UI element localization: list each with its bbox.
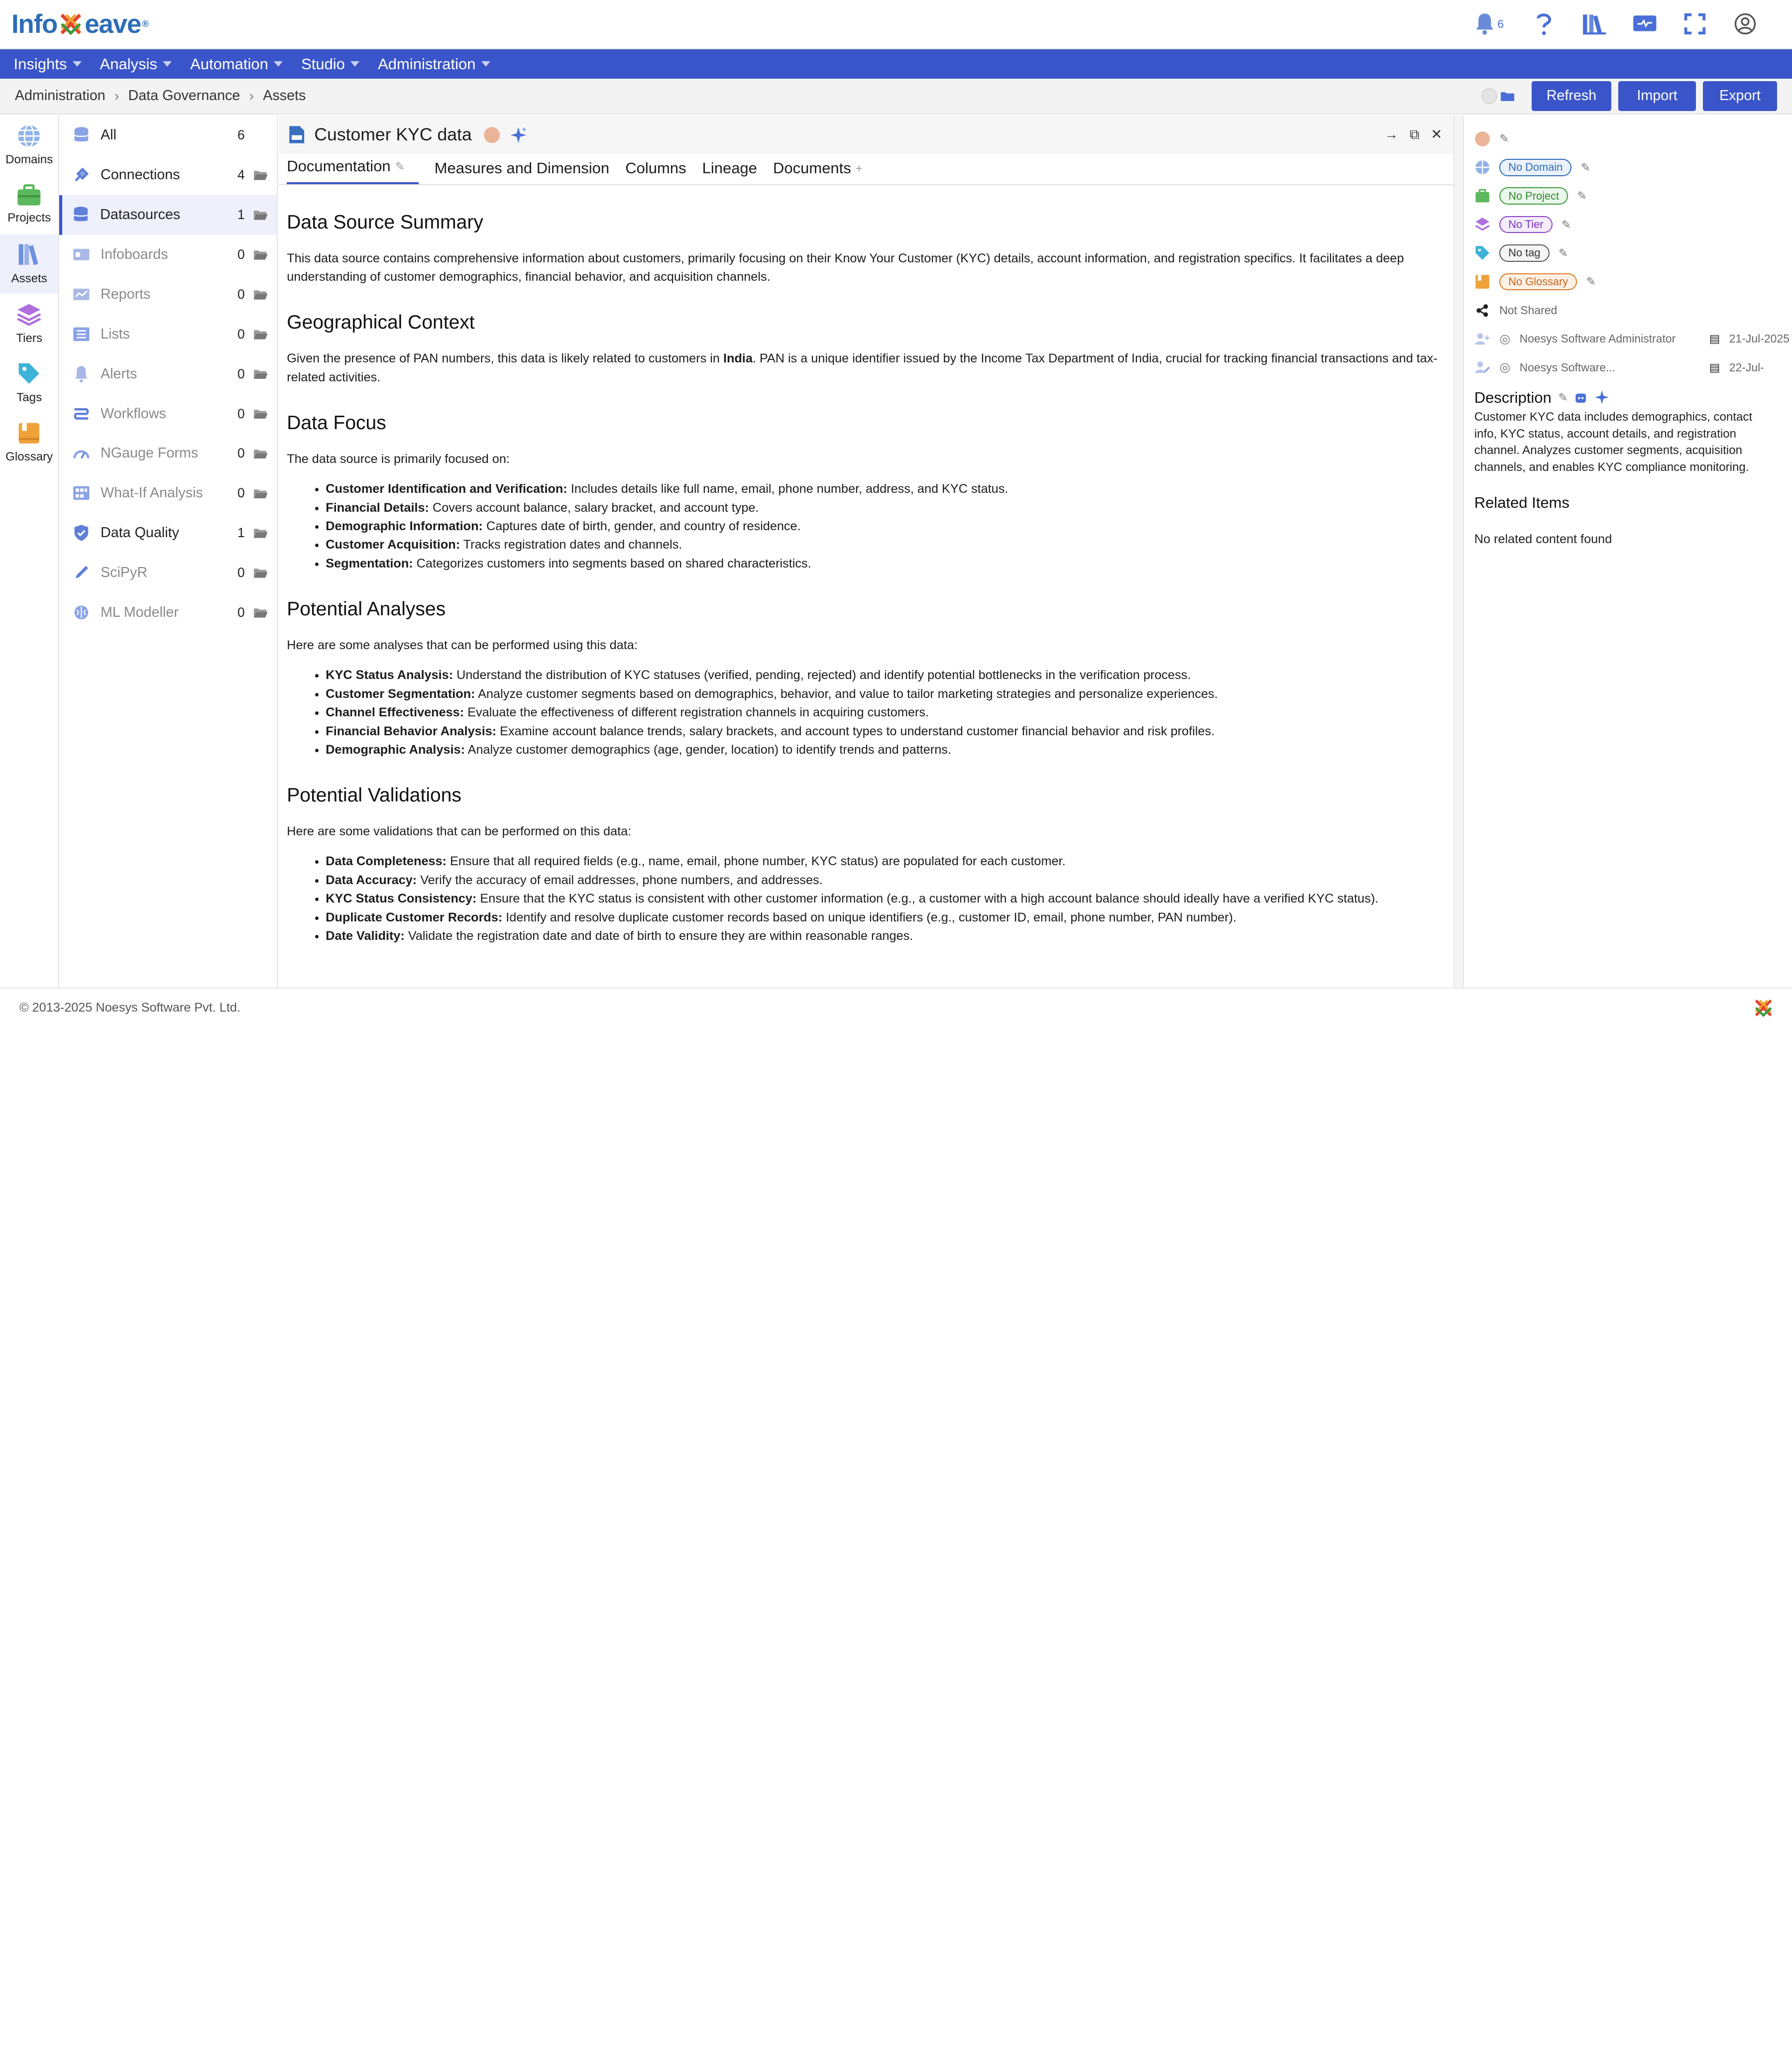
footer (0, 988, 1792, 1028)
asset-type-count: 0 (237, 286, 245, 302)
menu-label: Insights (13, 55, 67, 73)
asset-type-label: What-If Analysis (101, 485, 203, 501)
logo-text-left: Info (11, 9, 58, 39)
library-icon[interactable] (1582, 11, 1607, 37)
asset-type-count: 0 (237, 366, 245, 381)
asset-type-workflows[interactable] (59, 394, 277, 434)
tag-row (1474, 239, 1792, 267)
asset-type-alerts[interactable] (59, 354, 277, 394)
rail-item-domains[interactable] (0, 115, 58, 175)
asset-type-lists[interactable] (59, 314, 277, 354)
menu-insights[interactable] (14, 55, 82, 73)
rail-label: Tags (16, 390, 42, 404)
calendar-icon: ▤ (1709, 332, 1720, 345)
project-row (1474, 182, 1792, 210)
edit-pencil-icon[interactable]: ✎ (1577, 189, 1587, 203)
glossary-icon (16, 421, 42, 446)
asset-properties-panel (1465, 115, 1792, 988)
menu-label: Studio (301, 55, 345, 73)
tab-label: Documents (773, 159, 851, 177)
section-heading: Potential Validations (287, 784, 461, 806)
emphasis-text: India (723, 351, 753, 366)
status-row (1474, 124, 1792, 153)
sharing-status: Not Shared (1499, 303, 1558, 317)
logo-weave-icon (58, 11, 84, 37)
asset-type-label: Connections (101, 167, 180, 183)
asset-type-label: ML Modeller (101, 604, 179, 620)
tag-icon (16, 361, 42, 386)
modified-by: Noesys Software... (1519, 360, 1616, 374)
rail-item-glossary[interactable] (0, 413, 58, 472)
asset-tabs (279, 154, 1454, 185)
list-item-term: Date Validity: (326, 929, 405, 943)
folder-open-icon[interactable] (254, 170, 268, 180)
notification-count: 6 (1497, 17, 1504, 30)
section-paragraph: Here are some validations that can be performed on this data: (287, 824, 632, 839)
bot-icon[interactable] (1574, 391, 1587, 404)
list-item-term: Customer Identification and Verification: (326, 482, 567, 496)
tab-lineage[interactable] (702, 159, 757, 184)
tag-icon (1474, 245, 1490, 261)
list-item-term: Customer Acquisition: (326, 538, 460, 552)
menu-administration[interactable] (378, 55, 490, 73)
breadcrumb-bar (0, 79, 1792, 114)
briefcase-icon (16, 184, 42, 207)
paragraph-text: . PAN is a unique identifier issued by the Income Tax Department of India, crucial for tracking financial transactions and tax-related activities. (287, 351, 1438, 384)
menu-label: Administration (378, 55, 476, 73)
tab-label: Columns (625, 159, 686, 177)
caret-down-icon (274, 61, 283, 67)
user-circle-icon: ◎ (1499, 360, 1511, 375)
rail-label: Projects (7, 211, 51, 225)
folder-open-icon[interactable] (254, 528, 268, 538)
asset-type-count: 0 (237, 565, 245, 580)
list-item (326, 927, 1446, 945)
asset-type-ml-modeller[interactable] (59, 593, 277, 633)
rail-label: Domains (5, 153, 53, 167)
globe-icon (1474, 159, 1490, 175)
list-item (326, 722, 1446, 741)
status-dot-icon (1474, 131, 1490, 147)
tag-badge[interactable]: No tag (1499, 244, 1549, 262)
section-heading: Potential Analyses (287, 598, 446, 620)
list-item-text: Analyze customer segments based on demographics, behavior, and value to tailor marketing strategies and personalize experiences. (475, 686, 1218, 701)
menu-label: Automation (190, 55, 268, 73)
shield-check-icon (72, 524, 91, 542)
tab-label: Lineage (702, 159, 757, 177)
rail-item-tiers[interactable] (0, 294, 58, 353)
section-heading: Data Source Summary (287, 211, 483, 233)
folder-open-icon[interactable] (254, 607, 268, 618)
list-item-term: KYC Status Analysis: (326, 668, 453, 683)
breadcrumb-administration[interactable]: Administration (14, 88, 106, 104)
caret-down-icon (163, 61, 172, 67)
folder-open-icon[interactable] (254, 210, 268, 220)
globe-icon (16, 123, 42, 149)
chevron-right-icon: › (249, 88, 254, 104)
report-icon (72, 285, 91, 304)
asset-type-label: Workflows (101, 405, 166, 422)
share-icon (1474, 302, 1490, 318)
edit-pencil-icon[interactable]: ✎ (1586, 275, 1596, 288)
monitor-icon[interactable] (1632, 11, 1658, 37)
ai-sparkle-icon[interactable] (509, 126, 528, 144)
tab-columns[interactable] (625, 159, 686, 184)
calendar-icon: ▤ (1709, 360, 1720, 374)
list-item-text: Ensure that all required fields (e.g., name, email, phone number, KYC status) are populated for each customer. (447, 854, 1066, 869)
list-item-text: Evaluate the effectiveness of different registration channels in acquiring customers. (464, 705, 929, 720)
asset-type-ngauge-forms[interactable] (59, 434, 277, 473)
asset-type-count: 0 (237, 485, 245, 501)
list-item (326, 703, 1446, 722)
rail-label: Assets (11, 272, 47, 286)
rail-item-tags[interactable] (0, 353, 58, 412)
plus-icon[interactable]: + (855, 161, 863, 175)
folder-open-icon[interactable] (254, 369, 268, 379)
list-icon (72, 325, 91, 343)
modified-date: 22-Jul- (1729, 360, 1764, 374)
folder-open-icon[interactable] (254, 568, 268, 578)
folder-open-icon[interactable] (254, 289, 268, 300)
folder-open-icon[interactable] (254, 329, 268, 340)
arrow-right-icon[interactable]: → (1384, 126, 1398, 142)
list-item (326, 852, 1446, 871)
user-icon[interactable] (1733, 11, 1758, 37)
list-item-term: Financial Behavior Analysis: (326, 724, 497, 738)
list-item-term: Demographic Information: (326, 519, 483, 534)
brain-icon (72, 603, 91, 622)
tab-label: Documentation (287, 157, 391, 175)
created-row (1474, 325, 1792, 353)
asset-type-label: NGauge Forms (101, 445, 199, 461)
asset-type-reports[interactable] (59, 274, 277, 314)
chevron-right-icon: › (114, 88, 119, 104)
sharing-row (1474, 296, 1792, 325)
caret-down-icon (73, 61, 82, 67)
user-edit-icon (1474, 359, 1490, 375)
folder-icon (1501, 91, 1515, 102)
list-item-text: Analyze customer demographics (age, gender, location) to identify trends and patterns. (465, 743, 951, 757)
section-paragraph: This data source contains comprehensive information about customers, primarily focusing on their Know Your Customer (KYC) details, account information, and registration specifics. It facilitates a deep understanding of customer demographics, financial behavior, and acquisition channels. (287, 251, 1404, 284)
tab-documents[interactable] (773, 159, 862, 184)
top-bar (0, 0, 1792, 49)
section-paragraph: Here are some analyses that can be performed using this data: (287, 638, 638, 652)
glossary-badge[interactable]: No Glossary (1499, 273, 1577, 291)
rail-item-projects[interactable] (0, 175, 58, 234)
asset-type-label: Infoboards (101, 246, 168, 262)
asset-header (279, 115, 1454, 154)
list-item-text: Identify and resolve duplicate customer records based on unique identifiers (e.g., customer ID, email, phone number, PAN number). (502, 910, 1236, 924)
edit-pencil-icon[interactable]: ✎ (1558, 391, 1568, 404)
export-button[interactable]: Export (1703, 81, 1777, 111)
asset-type-data-quality[interactable] (59, 513, 277, 553)
asset-title: Customer KYC data (314, 124, 472, 145)
asset-type-datasources[interactable] (59, 195, 277, 235)
asset-type-label: Lists (101, 326, 130, 342)
list-item-text: Understand the distribution of KYC statuses (verified, pending, rejected) and identify potential bottlenecks in the verification process. (453, 668, 1191, 683)
open-external-icon[interactable]: ⧉ (1409, 126, 1420, 142)
toggle-knob (1481, 88, 1497, 104)
import-button[interactable]: Import (1618, 81, 1696, 111)
refresh-button[interactable]: Refresh (1532, 81, 1612, 111)
edit-pencil-icon[interactable]: ✎ (1499, 132, 1509, 145)
glossary-icon (1474, 274, 1490, 290)
layers-icon (16, 302, 42, 327)
domain-row (1474, 153, 1792, 182)
menu-label: Analysis (100, 55, 157, 73)
menu-studio[interactable] (301, 55, 359, 73)
asset-type-count: 0 (237, 406, 245, 421)
edit-pencil-icon[interactable]: ✎ (1558, 246, 1568, 259)
menu-analysis[interactable] (100, 55, 172, 73)
list-item-text: Examine account balance trends, salary brackets, and account types to understand customer financial behavior and risk profiles. (496, 724, 1215, 738)
asset-type-scipyr[interactable] (59, 553, 277, 593)
panel-resize-handle[interactable] (1454, 115, 1464, 988)
briefcase-icon (1474, 188, 1490, 204)
list-item-term: Segmentation: (326, 556, 413, 571)
list-item (326, 517, 1446, 536)
asset-type-label: Reports (101, 286, 151, 302)
list-item-text: Tracks registration dates and channels. (460, 538, 682, 552)
datasource-icon (72, 206, 90, 224)
tab-documentation[interactable] (287, 157, 418, 184)
calculator-icon (72, 484, 91, 502)
list-item-term: Channel Effectiveness: (326, 705, 464, 720)
related-items-heading: Related Items (1474, 493, 1569, 511)
alert-bell-icon (72, 365, 91, 383)
list-item-text: Captures date of birth, gender, and country of residence. (482, 519, 801, 534)
project-badge[interactable]: No Project (1499, 187, 1568, 205)
csv-file-icon (288, 125, 305, 144)
list-item-term: Financial Details: (326, 500, 429, 515)
list-item (326, 555, 1446, 573)
caret-down-icon (481, 61, 490, 67)
database-stack-icon (72, 126, 91, 144)
workflow-icon (72, 405, 91, 423)
list-item (326, 666, 1446, 685)
breadcrumb-data-governance[interactable]: Data Governance (128, 88, 240, 104)
logo-registered-mark: ® (142, 18, 148, 29)
list-item-term: Data Completeness: (326, 854, 447, 869)
section-paragraph (287, 349, 1446, 387)
user-circle-icon: ◎ (1499, 332, 1511, 346)
list-item-text: Covers account balance, salary bracket, and account type. (429, 500, 759, 515)
section-heading: Geographical Context (287, 312, 475, 334)
glossary-row (1474, 267, 1792, 296)
asset-type-connections[interactable] (59, 155, 277, 195)
layers-icon (1474, 217, 1490, 232)
asset-type-label: SciPyR (101, 565, 148, 581)
asset-type-all[interactable] (59, 115, 277, 155)
section-paragraph: The data source is primarily focused on: (287, 452, 510, 466)
list-item-text: Categorizes customers into segments based on shared characteristics. (413, 556, 811, 571)
tab-label: Measures and Dimension (434, 159, 610, 177)
asset-type-count: 0 (237, 326, 245, 342)
asset-type-count: 1 (237, 207, 245, 223)
gauge-icon (72, 445, 91, 463)
breadcrumb-assets: Assets (263, 88, 306, 104)
books-icon (16, 242, 42, 267)
governance-rail (0, 115, 59, 988)
tab-measures-and-dimension[interactable] (435, 159, 609, 184)
user-add-icon (1474, 331, 1490, 347)
asset-type-label: Alerts (101, 365, 137, 382)
list-item-term: KYC Status Consistency: (326, 892, 477, 906)
folder-open-icon[interactable] (254, 249, 268, 260)
asset-type-count: 1 (237, 525, 245, 541)
asset-type-count: 6 (237, 127, 245, 143)
asset-type-count: 0 (237, 605, 245, 620)
tier-badge[interactable]: No Tier (1499, 216, 1552, 233)
dashboard-icon (72, 245, 91, 264)
list-item (326, 480, 1446, 498)
view-toggle[interactable] (1481, 88, 1516, 104)
list-item-text: Validate the registration date and date of birth to ensure they are within reasonable ranges. (404, 929, 913, 943)
folder-open-icon[interactable] (254, 449, 268, 459)
list-item (326, 909, 1446, 927)
list-item (326, 890, 1446, 908)
close-icon[interactable]: ✕ (1431, 126, 1443, 142)
list-item-text: Verify the accuracy of email addresses, phone numbers, and addresses. (417, 873, 823, 887)
documentation-content (279, 212, 1454, 946)
domain-badge[interactable]: No Domain (1499, 159, 1571, 176)
related-items-empty: No related content found (1474, 532, 1612, 547)
fullscreen-icon[interactable] (1682, 11, 1708, 37)
asset-type-what-if-analysis[interactable] (59, 473, 277, 513)
list-item-term: Customer Segmentation: (326, 686, 475, 701)
main-menu-bar (0, 49, 1792, 79)
list-item-term: Demographic Analysis: (326, 743, 465, 757)
asset-type-count: 4 (237, 167, 245, 183)
folder-open-icon[interactable] (254, 488, 268, 499)
pen-icon (72, 564, 91, 582)
list-item (326, 871, 1446, 890)
status-dot-icon (483, 126, 500, 143)
list-item (326, 685, 1446, 703)
asset-detail-panel (279, 115, 1454, 988)
bell-icon[interactable] (1472, 11, 1506, 37)
description-text: Customer KYC data includes demographics, contact info, KYC status, account details, and registration channel. Analyzes customer segments, acquisition channels, and enables KYC compliance monitoring. (1474, 410, 1753, 474)
bullet-list (326, 852, 1446, 945)
edit-pencil-icon[interactable]: ✎ (1561, 218, 1571, 231)
tier-row (1474, 210, 1792, 238)
list-item (326, 499, 1446, 517)
bullet-list (326, 666, 1446, 759)
copyright-text: © 2013-2025 Noesys Software Pvt. Ltd. (19, 1001, 240, 1015)
asset-type-infoboards[interactable] (59, 235, 277, 275)
pencil-icon[interactable]: ✎ (395, 159, 405, 173)
description-heading: Description (1474, 388, 1552, 406)
list-item-text: Ensure that the KYC status is consistent with other customer information (e.g., a customer with a high account balance should ideally have a verified KYC status). (476, 892, 1379, 906)
paragraph-text: Given the presence of PAN numbers, this data is likely related to customers in (287, 351, 723, 366)
caret-down-icon (350, 61, 359, 67)
list-item (326, 741, 1446, 759)
menu-automation[interactable] (190, 55, 283, 73)
created-date: 21-Jul-2025 (1729, 332, 1790, 345)
edit-pencil-icon[interactable]: ✎ (1580, 160, 1590, 174)
asset-type-label: All (101, 127, 116, 143)
folder-open-icon[interactable] (254, 409, 268, 419)
bullet-list (326, 480, 1446, 573)
asset-type-label: Data Quality (101, 525, 179, 541)
list-item-term: Data Accuracy: (326, 873, 417, 887)
help-icon[interactable] (1532, 11, 1557, 37)
created-by: Noesys Software Administrator (1519, 332, 1676, 345)
infoweave-mark-icon (1753, 998, 1774, 1018)
list-item-term: Duplicate Customer Records: (326, 910, 503, 924)
ai-sparkle-icon[interactable] (1594, 389, 1610, 405)
asset-type-count: 0 (237, 246, 245, 262)
asset-type-list (59, 115, 278, 988)
asset-type-label: Datasources (100, 207, 181, 223)
rail-label: Glossary (5, 450, 53, 464)
section-heading: Data Focus (287, 412, 386, 434)
rail-label: Tiers (16, 331, 43, 345)
rail-item-assets[interactable] (0, 234, 58, 294)
list-item-text: Includes details like full name, email, phone number, address, and KYC status. (567, 482, 1008, 496)
infoweave-logo[interactable] (11, 9, 148, 39)
list-item (326, 536, 1446, 554)
plug-icon (72, 166, 91, 184)
asset-type-count: 0 (237, 446, 245, 461)
modified-row (1474, 353, 1792, 381)
logo-text-right: eave (85, 9, 141, 39)
